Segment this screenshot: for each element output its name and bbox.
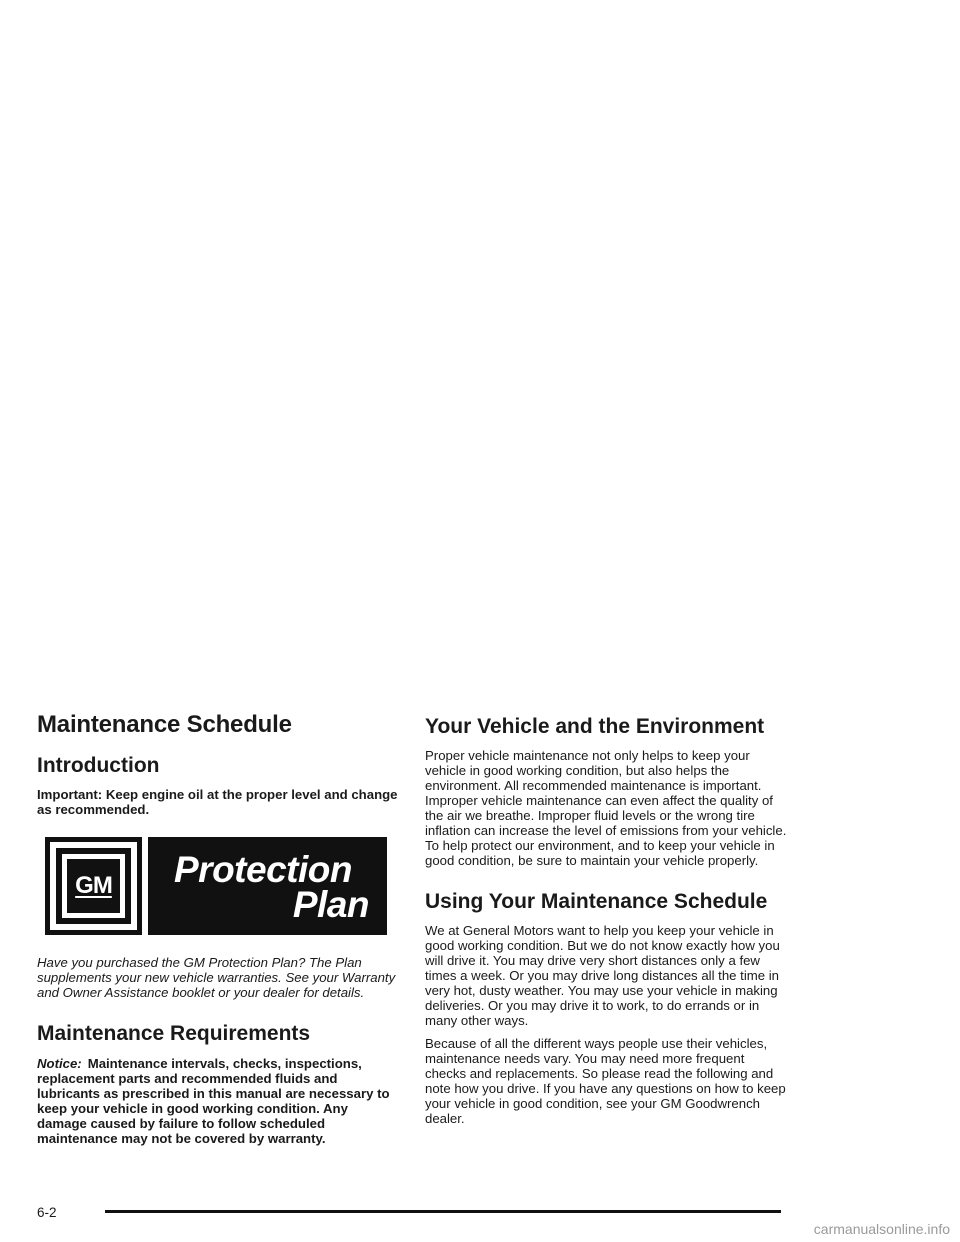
- protection-plan-text: Have you purchased the GM Protection Plan? The Plan supplements your new vehicle warranties. See your Warranty and Owner Assistance booklet or your dealer for details.: [37, 955, 396, 1001]
- page-title: Maintenance Schedule: [37, 711, 292, 738]
- notice-text: Maintenance intervals, checks, inspections, replacement parts and recommended fluids and lubricants as prescribed in this manual are necessary to keep your vehicle in good working condition. Any damage caused by failure to follow scheduled maintenance may not be covered by warranty.: [37, 1055, 390, 1146]
- maintenance-requirements-heading: Maintenance Requirements: [37, 1022, 311, 1046]
- gm-emblem-text: GM: [75, 872, 112, 900]
- wordmark-plan: Plan: [292, 884, 369, 926]
- environment-text: Proper vehicle maintenance not only helps to keep your vehicle in good working condition, but also helps the environment. All recommended maintenance is important. Improper vehicle maintenance can even affect the quality of the air we breathe. Improper fluid levels or the wrong tire inflation can increase the level of emissions from your vehicle. To help protect our environment, and to keep your vehicle in good condition, be sure to maintain your vehicle properly.: [425, 748, 787, 869]
- environment-heading: Your Vehicle and the Environment: [425, 715, 765, 738]
- protection-plan-wordmark: [148, 837, 387, 935]
- using-schedule-heading: Using Your Maintenance Schedule: [425, 890, 768, 914]
- notice-paragraph: [37, 1056, 399, 1146]
- footer-rule: [105, 1210, 781, 1213]
- using-schedule-text-1: We at General Motors want to help you keep your vehicle in good working condition. But we do not know exactly how you will drive it. You may drive very short distances only a few times a week. Or you may drive long distances all the time in very hot, dusty weather. You may use your vehicle in making deliveries. Or you may drive it to work, to do errands or in many other ways.: [425, 923, 780, 1029]
- page-number: 6-2: [37, 1205, 57, 1220]
- gm-emblem: [45, 837, 142, 935]
- using-schedule-text-2: Because of all the different ways people use their vehicles, maintenance needs vary. You may need more frequent checks and replacements. So please read the following and note how you drive. If you have any questions on how to keep your vehicle in good condition, see your GM Goodwrench dealer.: [425, 1036, 786, 1127]
- left-column: [37, 712, 399, 1146]
- introduction-heading: Introduction: [37, 754, 160, 778]
- gm-protection-plan-logo: [45, 837, 387, 935]
- important-note: Important: Keep engine oil at the proper level and change as recommended.: [37, 787, 398, 818]
- wordmark-protection: Protection: [174, 849, 352, 891]
- watermark: carmanualsonline.info: [813, 1221, 950, 1237]
- notice-label: Notice:: [37, 1055, 82, 1071]
- right-column: [425, 715, 787, 1126]
